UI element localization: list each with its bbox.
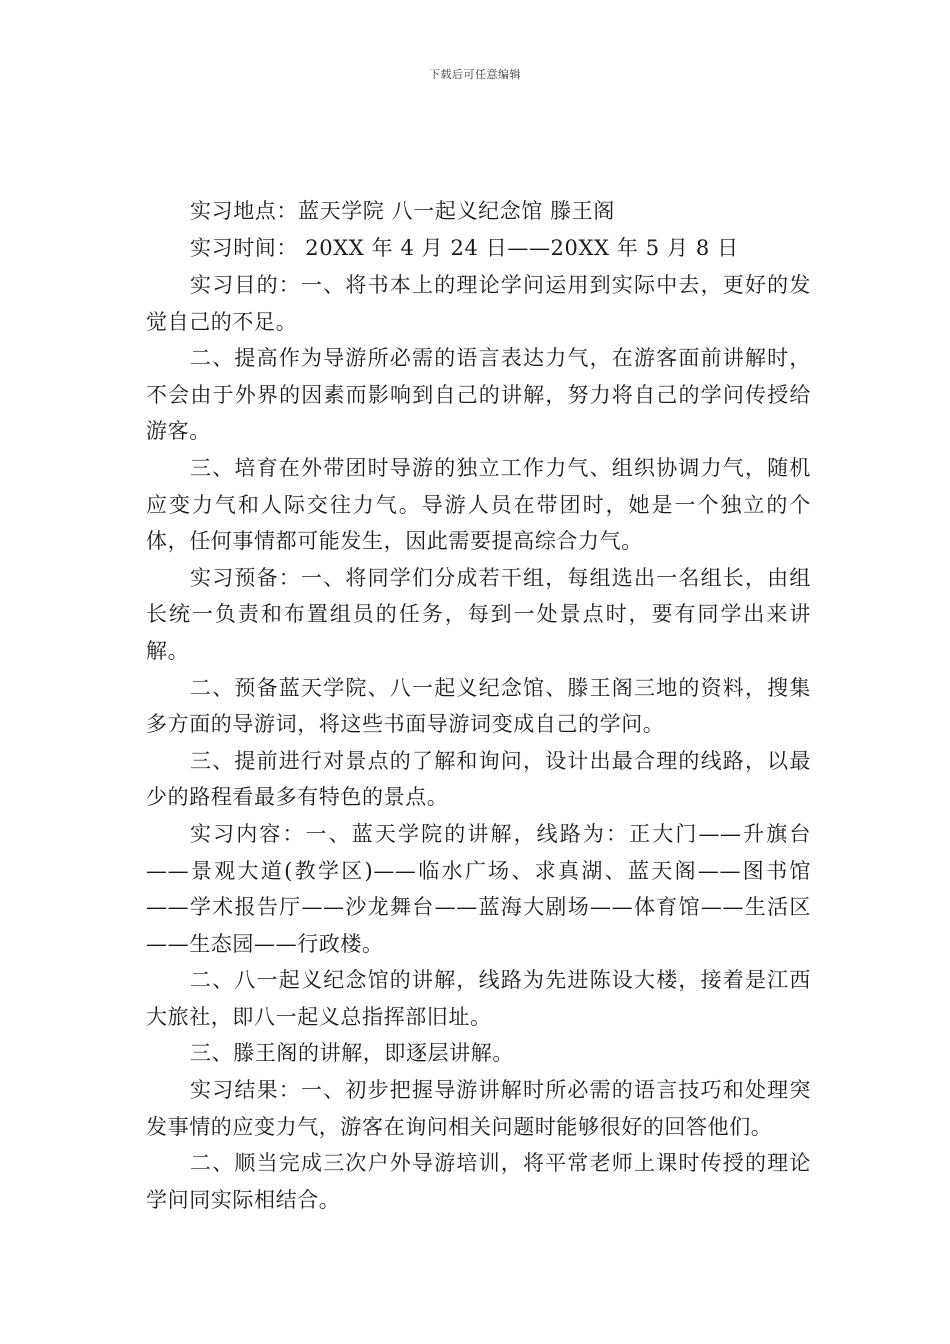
paragraph-preparation-2: 二、预备蓝天学院、八一起义纪念馆、滕王阁三地的资料，搜集多方面的导游词，将这些书面导游词变成自己的学问。 <box>146 675 811 737</box>
paragraph-preparation-1: 实习预备：一、将同学们分成若干组，每组选出一名组长，由组长统一负责和布置组员的任务，每到一处景点时，要有同学出来讲解。 <box>146 565 811 663</box>
paragraph-purpose-2: 二、提高作为导游所必需的语言表达力气，在游客面前讲解时，不会由于外界的因素而影响到自己的讲解，努力将自己的学问传授给游客。 <box>146 346 811 444</box>
paragraph-purpose-1: 实习目的：一、将书本上的理论学问运用到实际中去，更好的发觉自己的不足。 <box>146 273 811 334</box>
paragraph-purpose-3: 三、培育在外带团时导游的独立工作力气、组织协调力气，随机应变力气和人际交往力气。导游人员在带团时，她是一个独立的个体，任何事情都可能发生，因此需要提高综合力气。 <box>146 455 811 554</box>
paragraph-content-2: 二、八一起义纪念馆的讲解，线路为先进陈设大楼，接着是江西大旅社，即八一起义总指挥部旧址。 <box>146 968 811 1029</box>
paragraph-result-2: 二、顺当完成三次户外导游培训，将平常老师上课时传授的理论学问同实际相结合。 <box>146 1151 811 1212</box>
paragraph-content-1: 实习内容：一、蓝天学院的讲解，线路为：正大门——升旗台——景观大道(教学区)——临水广场、求真湖、蓝天阁——图书馆——学术报告厅——沙龙舞台——蓝海大剧场——体育馆——生活区——生态园——行政楼。 <box>146 821 811 956</box>
paragraph-time: 实习时间： 20XX 年 4 月 24 日——20XX 年 5 月 8 日 <box>190 236 739 260</box>
document-body <box>146 193 811 1218</box>
paragraph-location: 实习地点：蓝天学院 八一起义纪念馆 滕王阁 <box>190 199 615 223</box>
paragraph-result-1: 实习结果：一、初步把握导游讲解时所必需的语言技巧和处理突发事情的应变力气，游客在询问相关问题时能够很好的回答他们。 <box>146 1078 811 1139</box>
paragraph-content-3: 三、滕王阁的讲解，即逐层讲解。 <box>190 1041 514 1066</box>
page-header: 下载后可任意编辑 <box>429 68 521 81</box>
paragraph-preparation-3: 三、提前进行对景点的了解和询问，设计出最合理的线路，以最少的路程看最多有特色的景点。 <box>146 748 811 810</box>
